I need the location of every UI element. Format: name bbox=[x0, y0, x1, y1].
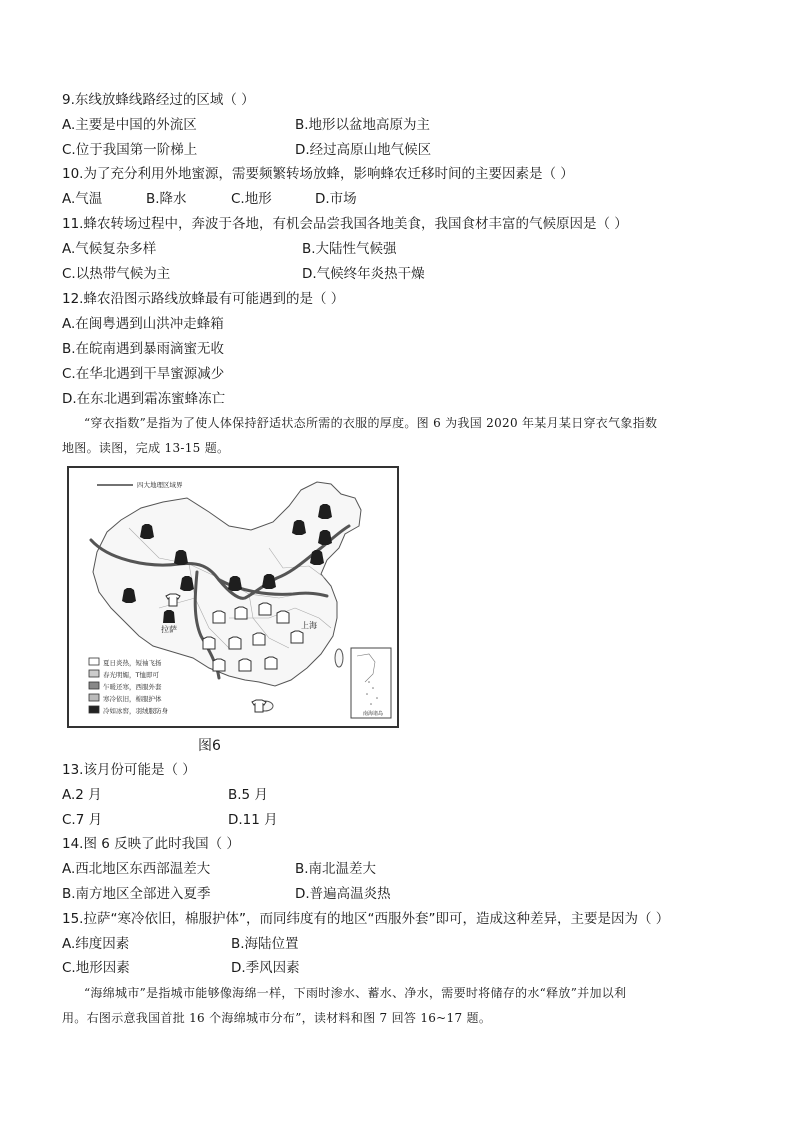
figure-caption: 图6 bbox=[198, 738, 221, 754]
jacket-icon bbox=[265, 657, 277, 669]
q13-option-d: D.11 月 bbox=[228, 812, 278, 828]
down-coat-icon bbox=[262, 574, 276, 589]
jacket-icon bbox=[213, 659, 225, 671]
jacket-icon bbox=[213, 611, 225, 623]
q15-stem: 15.拉萨“寒冷依旧，棉服护体”，而同纬度有的地区“西服外套”即可，造成这种差异，主要是因为（ ） bbox=[62, 911, 670, 927]
lasa-label: 拉萨 bbox=[161, 625, 177, 634]
legend-item-2: 春光明媚，T恤即可 bbox=[103, 671, 159, 679]
down-coat-icon bbox=[174, 550, 188, 565]
cotton-coat-icon bbox=[163, 610, 175, 623]
down-coat-icon bbox=[318, 530, 332, 545]
q11-stem: 11.蜂农转场过程中，奔波于各地，有机会品尝我国各地美食，我国食材丰富的气候原因是（ ） bbox=[62, 216, 628, 232]
jacket-icon bbox=[277, 611, 289, 623]
inset-label: 南海诸岛 bbox=[363, 711, 384, 717]
taiwan-island bbox=[335, 649, 343, 667]
legend-short-sleeve-icon bbox=[89, 658, 99, 665]
q14-option-c: B.南方地区全部进入夏季 bbox=[62, 886, 211, 902]
intro-2-line-1: “海绵城市”是指城市能够像海绵一样，下雨时渗水、蓄水、净水，需要时将储存的水“释放”并加以利 bbox=[84, 986, 627, 1000]
intro-1-line-2: 地图。读图，完成 13-15 题。 bbox=[62, 441, 230, 455]
legend-item-3: 乍暖还寒，西服外套 bbox=[103, 683, 162, 691]
down-coat-icon bbox=[310, 550, 324, 565]
q13-option-b: B.5 月 bbox=[228, 787, 268, 803]
q15-option-d: D.季风因素 bbox=[231, 960, 300, 976]
q9-option-c: C.位于我国第一阶梯上 bbox=[62, 142, 198, 158]
down-coat-icon bbox=[292, 520, 306, 535]
legend-item-1: 夏日炎热，短袖飞扬 bbox=[103, 659, 162, 667]
legend-item-4: 寒冷依旧，棉服护体 bbox=[103, 695, 162, 703]
jacket-icon bbox=[235, 607, 247, 619]
jacket-icon bbox=[229, 637, 241, 649]
legend-item-5: 冷如冰窖，羽绒服防身 bbox=[103, 707, 168, 715]
q9-option-d: D.经过高原山地气候区 bbox=[295, 142, 432, 158]
q15-option-a: A.纬度因素 bbox=[62, 936, 130, 952]
jacket-icon bbox=[253, 633, 265, 645]
intro-paragraph-1 bbox=[62, 411, 752, 461]
q11-option-a: A.气候复杂多样 bbox=[62, 241, 157, 257]
legend-down-coat-icon bbox=[89, 706, 99, 713]
q13-stem: 13.该月份可能是（ ） bbox=[62, 762, 196, 778]
q10-stem: 10.为了充分利用外地蜜源，需要频繁转场放蜂，影响蜂农迁移时间的主要因素是（ ） bbox=[62, 166, 574, 182]
q10-option-d: D.市场 bbox=[315, 191, 357, 207]
legend-tshirt-icon bbox=[89, 670, 99, 677]
intro-paragraph-2 bbox=[62, 981, 752, 1031]
legend-cotton-coat-icon bbox=[89, 694, 99, 701]
q11-option-c: C.以热带气候为主 bbox=[62, 266, 171, 282]
clothing-index-map bbox=[67, 466, 399, 728]
q15-option-c: C.地形因素 bbox=[62, 960, 130, 976]
q12-option-c: C.在华北遇到干旱蜜源减少 bbox=[62, 366, 225, 382]
q9-option-b: B.地形以盆地高原为主 bbox=[295, 117, 431, 133]
q10-option-b: B.降水 bbox=[146, 191, 187, 207]
q14-stem: 14.图 6 反映了此时我国（ ） bbox=[62, 836, 240, 852]
region-boundary-legend-label: 四大地理区域界 bbox=[137, 481, 183, 489]
intro-1-line-1: “穿衣指数”是指为了使人体保持舒适状态所需的衣服的厚度。图 6 为我国 2020 年某月某日穿衣气象指数 bbox=[84, 416, 658, 430]
jacket-icon bbox=[203, 637, 215, 649]
q12-option-d: D.在东北遇到霜冻蜜蜂冻亡 bbox=[62, 391, 226, 407]
q11-option-d: D.气候终年炎热干燥 bbox=[302, 266, 425, 282]
q12-stem: 12.蜂农沿图示路线放蜂最有可能遇到的是（ ） bbox=[62, 291, 345, 307]
q14-option-a: A.西北地区东西部温差大 bbox=[62, 861, 211, 877]
q9-stem: 9.东线放蜂线路经过的区域（ ） bbox=[62, 92, 255, 108]
down-coat-icon bbox=[122, 588, 136, 603]
shanghai-label: 上海 bbox=[301, 621, 317, 630]
down-coat-icon bbox=[228, 576, 242, 591]
intro-2-line-2: 用。右图示意我国首批 16 个海绵城市分布”，读材料和图 7 回答 16~17 题。 bbox=[62, 1011, 492, 1025]
down-coat-icon bbox=[180, 576, 194, 591]
q9-option-a: A.主要是中国的外流区 bbox=[62, 117, 197, 133]
q12-option-b: B.在皖南遇到暴雨滴蜜无收 bbox=[62, 341, 225, 357]
q13-option-a: A.2 月 bbox=[62, 787, 102, 803]
q14-option-d: D.普遍高温炎热 bbox=[295, 886, 391, 902]
jacket-icon bbox=[291, 631, 303, 643]
q15-option-b: B.海陆位置 bbox=[231, 936, 299, 952]
down-coat-icon bbox=[318, 504, 332, 519]
q10-option-a: A.气温 bbox=[62, 191, 103, 207]
q14-option-b: B.南北温差大 bbox=[295, 861, 377, 877]
legend-jacket-icon bbox=[89, 682, 99, 689]
jacket-icon bbox=[239, 659, 251, 671]
down-coat-icon bbox=[140, 524, 154, 539]
q12-option-a: A.在闽粤遇到山洪冲走蜂箱 bbox=[62, 316, 224, 332]
china-map-svg bbox=[69, 468, 397, 726]
q11-option-b: B.大陆性气候强 bbox=[302, 241, 397, 257]
south-china-sea-inset bbox=[351, 648, 391, 718]
q13-option-c: C.7 月 bbox=[62, 812, 103, 828]
map-legend bbox=[89, 658, 169, 715]
q10-option-c: C.地形 bbox=[231, 191, 272, 207]
jacket-icon bbox=[259, 603, 271, 615]
